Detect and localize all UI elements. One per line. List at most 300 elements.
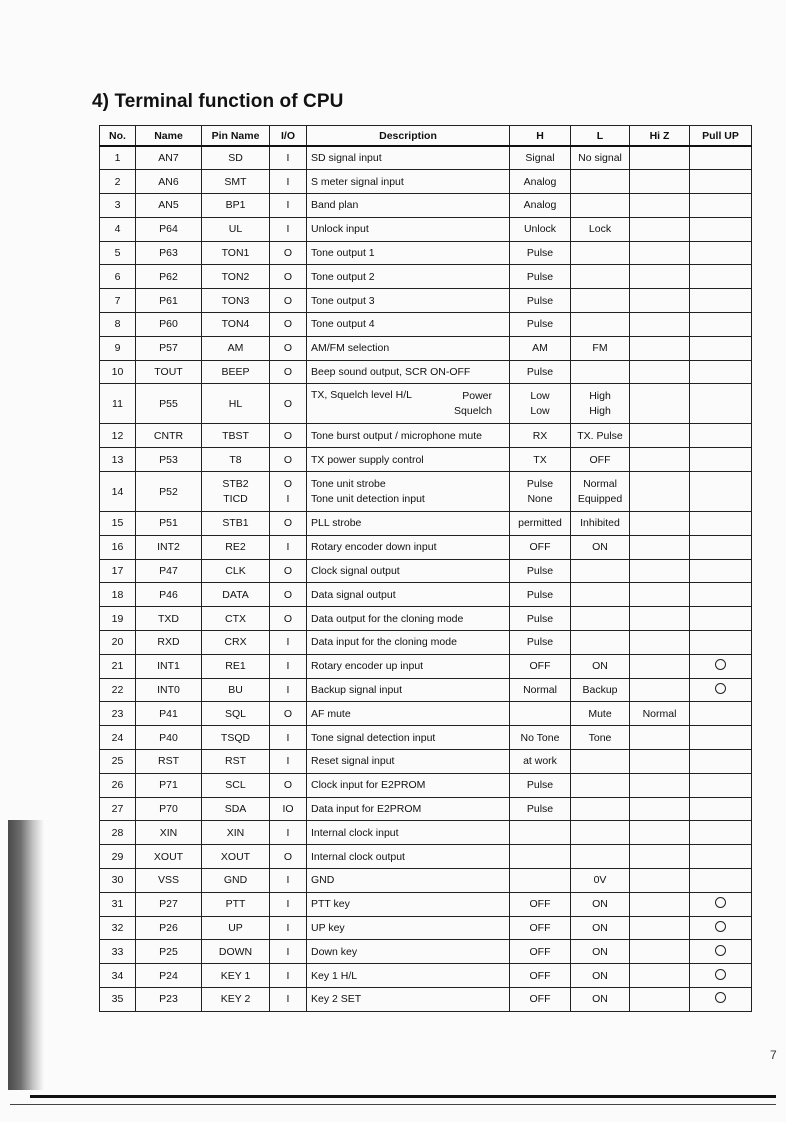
cell-hiz [630, 194, 690, 218]
cell-description-line: Tone unit strobe [311, 477, 386, 490]
cell-name: P46 [136, 583, 202, 607]
cell-no: 24 [100, 726, 136, 750]
cell-l: Tone [571, 726, 630, 750]
cell-pull-up [690, 424, 752, 448]
cell-l [571, 241, 630, 265]
cell-pull-up [690, 797, 752, 821]
cell-h: OFF [510, 916, 571, 940]
cell-no: 3 [100, 194, 136, 218]
cell-io: I [270, 940, 307, 964]
cell-l-line: High [589, 389, 611, 402]
col-header-l: L [571, 126, 630, 147]
cell-no: 17 [100, 559, 136, 583]
table-row [100, 424, 752, 448]
cell-l [571, 583, 630, 607]
cell-io: I [270, 821, 307, 845]
cell-pull-up [690, 773, 752, 797]
cell-hiz [630, 583, 690, 607]
cell-pull-up [690, 472, 752, 512]
cell-pin-name [202, 472, 270, 512]
cell-l: OFF [571, 448, 630, 472]
cell-hiz [630, 940, 690, 964]
cell-no: 4 [100, 217, 136, 241]
cell-l [571, 607, 630, 631]
cell-description: Unlock input [307, 217, 510, 241]
cell-l-line: Normal [583, 477, 617, 490]
cell-h [510, 869, 571, 893]
table-row [100, 448, 752, 472]
cell-no: 34 [100, 964, 136, 988]
cell-pin-name: TON2 [202, 265, 270, 289]
cell-description: PLL strobe [307, 512, 510, 536]
cell-name: XIN [136, 821, 202, 845]
cell-name: P71 [136, 773, 202, 797]
cell-hiz [630, 607, 690, 631]
cell-l: ON [571, 654, 630, 678]
cell-pin-name: CLK [202, 559, 270, 583]
cell-hiz [630, 988, 690, 1012]
cell-pin-name: DOWN [202, 940, 270, 964]
cell-pin-name: SCL [202, 773, 270, 797]
cell-hiz [630, 869, 690, 893]
cell-no: 25 [100, 750, 136, 774]
cell-h: TX [510, 448, 571, 472]
table-row [100, 821, 752, 845]
cell-pull-up [690, 654, 752, 678]
cell-hiz [630, 241, 690, 265]
cell-no: 15 [100, 512, 136, 536]
cell-l [571, 631, 630, 655]
table-row [100, 336, 752, 360]
cell-name: P47 [136, 559, 202, 583]
cell-l [571, 360, 630, 384]
col-header-hiz: Hi Z [630, 126, 690, 147]
cell-description: Beep sound output, SCR ON-OFF [307, 360, 510, 384]
cell-hiz [630, 217, 690, 241]
cell-description: Rotary encoder up input [307, 654, 510, 678]
cell-hiz [630, 845, 690, 869]
cell-description-sub-line: Squelch [454, 404, 492, 417]
cell-h [510, 472, 571, 512]
cell-name: TXD [136, 607, 202, 631]
cell-pin-name: STB1 [202, 512, 270, 536]
cell-h: Pulse [510, 797, 571, 821]
cell-l [571, 845, 630, 869]
cell-description: Reset signal input [307, 750, 510, 774]
col-header-no: No. [100, 126, 136, 147]
cell-name: XOUT [136, 845, 202, 869]
cell-io: O [270, 241, 307, 265]
cell-h: OFF [510, 654, 571, 678]
cell-description: Data signal output [307, 583, 510, 607]
cell-no: 26 [100, 773, 136, 797]
cell-l [571, 265, 630, 289]
cell-pull-up [690, 607, 752, 631]
cell-hiz [630, 265, 690, 289]
cell-description: Internal clock output [307, 845, 510, 869]
cell-pin-name: TSQD [202, 726, 270, 750]
cell-no: 2 [100, 170, 136, 194]
table-row [100, 988, 752, 1012]
cell-description: Tone burst output / microphone mute [307, 424, 510, 448]
cell-l: Lock [571, 217, 630, 241]
cell-l [571, 750, 630, 774]
cell-pin-name: DATA [202, 583, 270, 607]
cell-description: Data input for E2PROM [307, 797, 510, 821]
page-title: 4) Terminal function of CPU [92, 91, 344, 112]
table-row [100, 678, 752, 702]
cell-no: 13 [100, 448, 136, 472]
cell-no: 29 [100, 845, 136, 869]
table-row [100, 964, 752, 988]
cell-h: Pulse [510, 607, 571, 631]
cell-io: O [270, 702, 307, 726]
pull-up-circle-icon [715, 969, 726, 980]
cell-io: I [270, 726, 307, 750]
cell-l [571, 773, 630, 797]
cell-l: ON [571, 892, 630, 916]
cell-name: P40 [136, 726, 202, 750]
cell-no: 8 [100, 313, 136, 337]
cell-h: Normal [510, 678, 571, 702]
cell-pin-name: HL [202, 384, 270, 424]
cell-description: UP key [307, 916, 510, 940]
cell-io: I [270, 750, 307, 774]
table-row [100, 265, 752, 289]
cell-hiz [630, 313, 690, 337]
cell-no: 28 [100, 821, 136, 845]
cell-h-line: Pulse [526, 477, 554, 490]
cell-description: PTT key [307, 892, 510, 916]
cell-h [510, 821, 571, 845]
cell-h: RX [510, 424, 571, 448]
table-row [100, 654, 752, 678]
cell-no: 20 [100, 631, 136, 655]
cell-io: IO [270, 797, 307, 821]
cell-h: permitted [510, 512, 571, 536]
cell-pull-up [690, 559, 752, 583]
cell-l: Backup [571, 678, 630, 702]
table-row [100, 241, 752, 265]
cell-name: P52 [136, 472, 202, 512]
cell-h-line: None [527, 492, 553, 505]
cell-no: 33 [100, 940, 136, 964]
cell-l [571, 289, 630, 313]
cell-hiz [630, 336, 690, 360]
cell-no: 32 [100, 916, 136, 940]
cell-no: 7 [100, 289, 136, 313]
cell-description: GND [307, 869, 510, 893]
cell-l [571, 797, 630, 821]
cell-pin-name: TON3 [202, 289, 270, 313]
cell-no: 30 [100, 869, 136, 893]
cell-h: Pulse [510, 360, 571, 384]
cell-pin-name: TON4 [202, 313, 270, 337]
cell-h: OFF [510, 535, 571, 559]
cell-hiz [630, 678, 690, 702]
table-row [100, 702, 752, 726]
cell-no: 21 [100, 654, 136, 678]
cell-pin-name: AM [202, 336, 270, 360]
cell-hiz [630, 289, 690, 313]
cell-h [510, 702, 571, 726]
cell-io: I [270, 678, 307, 702]
cell-l [571, 194, 630, 218]
cell-name: P53 [136, 448, 202, 472]
cell-h [510, 845, 571, 869]
table-row [100, 313, 752, 337]
cell-name: P24 [136, 964, 202, 988]
cell-io-line: I [286, 492, 290, 505]
cell-h: Unlock [510, 217, 571, 241]
table-row [100, 583, 752, 607]
cell-io-line: O [283, 477, 293, 490]
cell-l: Mute [571, 702, 630, 726]
cell-description: Band plan [307, 194, 510, 218]
cell-pin-name: BP1 [202, 194, 270, 218]
cell-no: 14 [100, 472, 136, 512]
cell-pin-name: SMT [202, 170, 270, 194]
cell-pull-up [690, 360, 752, 384]
cell-no: 23 [100, 702, 136, 726]
cell-pull-up [690, 631, 752, 655]
cell-name: P23 [136, 988, 202, 1012]
cell-h: Pulse [510, 313, 571, 337]
pull-up-circle-icon [715, 897, 726, 908]
cell-pull-up [690, 217, 752, 241]
pull-up-circle-icon [715, 921, 726, 932]
cell-name: P57 [136, 336, 202, 360]
cell-h: OFF [510, 988, 571, 1012]
cell-description: Internal clock input [307, 821, 510, 845]
cell-pin-name-line: STB2 [222, 477, 249, 490]
cell-pin-name: SQL [202, 702, 270, 726]
cell-io: O [270, 559, 307, 583]
cell-name: CNTR [136, 424, 202, 448]
cell-hiz [630, 821, 690, 845]
cell-no: 5 [100, 241, 136, 265]
cell-hiz [630, 512, 690, 536]
cell-pin-name: UL [202, 217, 270, 241]
cell-hiz [630, 448, 690, 472]
cell-io: I [270, 217, 307, 241]
cell-l: Inhibited [571, 512, 630, 536]
cell-h: Pulse [510, 631, 571, 655]
cell-h: AM [510, 336, 571, 360]
cell-l [571, 559, 630, 583]
cell-pull-up [690, 821, 752, 845]
cell-h [510, 384, 571, 424]
cell-description: AM/FM selection [307, 336, 510, 360]
cell-l: ON [571, 535, 630, 559]
cell-pull-up [690, 940, 752, 964]
table-row [100, 607, 752, 631]
cell-l [571, 313, 630, 337]
cell-pull-up [690, 916, 752, 940]
cell-description: S meter signal input [307, 170, 510, 194]
cell-io: O [270, 289, 307, 313]
cell-io: O [270, 360, 307, 384]
cell-no: 12 [100, 424, 136, 448]
cell-pull-up [690, 535, 752, 559]
cell-description: TX power supply control [307, 448, 510, 472]
cell-name: P55 [136, 384, 202, 424]
cell-io: I [270, 535, 307, 559]
cell-pin-name: BEEP [202, 360, 270, 384]
table-row [100, 384, 752, 424]
cell-no: 1 [100, 146, 136, 170]
cell-hiz [630, 892, 690, 916]
cell-io: I [270, 964, 307, 988]
table-row [100, 892, 752, 916]
cell-pull-up [690, 194, 752, 218]
cell-io: I [270, 892, 307, 916]
cell-name: RST [136, 750, 202, 774]
cell-io: I [270, 631, 307, 655]
table-body [100, 146, 752, 1011]
cell-pin-name: GND [202, 869, 270, 893]
cell-io: O [270, 607, 307, 631]
cell-hiz [630, 773, 690, 797]
cell-no: 18 [100, 583, 136, 607]
cell-io: I [270, 654, 307, 678]
cell-l: FM [571, 336, 630, 360]
cell-io: O [270, 424, 307, 448]
cell-pull-up [690, 845, 752, 869]
cell-hiz [630, 654, 690, 678]
cell-no: 27 [100, 797, 136, 821]
cell-io: O [270, 265, 307, 289]
cell-pin-name: BU [202, 678, 270, 702]
cell-pull-up [690, 892, 752, 916]
cell-io: O [270, 448, 307, 472]
cell-description-sub [454, 389, 506, 419]
cell-name: P64 [136, 217, 202, 241]
cell-description: Tone signal detection input [307, 726, 510, 750]
cell-pin-name: RE1 [202, 654, 270, 678]
cell-hiz [630, 559, 690, 583]
footer-rule [30, 1095, 776, 1098]
table-row [100, 170, 752, 194]
cell-h-line: Low [530, 389, 550, 402]
cell-name: P61 [136, 289, 202, 313]
cell-pin-name: KEY 2 [202, 988, 270, 1012]
cell-description: Tone output 3 [307, 289, 510, 313]
cell-h: OFF [510, 964, 571, 988]
cell-hiz [630, 750, 690, 774]
table-row [100, 750, 752, 774]
cell-hiz [630, 726, 690, 750]
cell-pull-up [690, 146, 752, 170]
cell-pin-name: T8 [202, 448, 270, 472]
col-header-pin-name: Pin Name [202, 126, 270, 147]
cell-h: Analog [510, 194, 571, 218]
cell-description: Tone output 2 [307, 265, 510, 289]
cell-h: Analog [510, 170, 571, 194]
cell-pull-up [690, 964, 752, 988]
cell-description-main: TX, Squelch level H/L [311, 388, 412, 401]
cell-description-sub-line: Power [462, 389, 492, 402]
cell-h: Pulse [510, 289, 571, 313]
col-header-h: H [510, 126, 571, 147]
cell-pull-up [690, 988, 752, 1012]
table-row [100, 512, 752, 536]
cell-name: P70 [136, 797, 202, 821]
cell-name: P63 [136, 241, 202, 265]
table-row [100, 217, 752, 241]
cell-hiz [630, 631, 690, 655]
cell-description-line: Tone unit detection input [311, 492, 425, 505]
cell-h: at work [510, 750, 571, 774]
cell-no: 19 [100, 607, 136, 631]
cell-name: P26 [136, 916, 202, 940]
cell-description: Backup signal input [307, 678, 510, 702]
cell-h-line: Low [530, 404, 550, 417]
table-row [100, 472, 752, 512]
cell-name: AN6 [136, 170, 202, 194]
cell-description: Key 2 SET [307, 988, 510, 1012]
cell-h: Pulse [510, 241, 571, 265]
cell-pin-name: RE2 [202, 535, 270, 559]
cell-io: O [270, 773, 307, 797]
pull-up-circle-icon [715, 992, 726, 1003]
col-header-name: Name [136, 126, 202, 147]
cell-pin-name: CRX [202, 631, 270, 655]
col-header-io: I/O [270, 126, 307, 147]
cell-pull-up [690, 583, 752, 607]
cell-description [307, 472, 510, 512]
cell-name: VSS [136, 869, 202, 893]
cell-pull-up [690, 678, 752, 702]
cell-pull-up [690, 313, 752, 337]
cell-name: AN5 [136, 194, 202, 218]
pull-up-circle-icon [715, 683, 726, 694]
cell-pull-up [690, 448, 752, 472]
cell-pin-name: CTX [202, 607, 270, 631]
cell-hiz [630, 360, 690, 384]
table-row [100, 631, 752, 655]
cell-io: I [270, 988, 307, 1012]
cell-no: 31 [100, 892, 136, 916]
cell-hiz: Normal [630, 702, 690, 726]
table-row [100, 360, 752, 384]
cell-l: ON [571, 964, 630, 988]
cell-h: Signal [510, 146, 571, 170]
table-row [100, 916, 752, 940]
cell-hiz [630, 797, 690, 821]
cell-name: P51 [136, 512, 202, 536]
cell-pull-up [690, 241, 752, 265]
cell-io: I [270, 916, 307, 940]
cell-name: TOUT [136, 360, 202, 384]
cell-h: No Tone [510, 726, 571, 750]
cell-io: I [270, 194, 307, 218]
cell-h: OFF [510, 940, 571, 964]
cell-no: 22 [100, 678, 136, 702]
cell-io: O [270, 336, 307, 360]
cell-description: Down key [307, 940, 510, 964]
cell-pin-name: KEY 1 [202, 964, 270, 988]
cell-no: 35 [100, 988, 136, 1012]
page-mark: 7 [770, 1048, 777, 1062]
cell-pin-name: RST [202, 750, 270, 774]
cell-pull-up [690, 336, 752, 360]
cell-pin-name: PTT [202, 892, 270, 916]
cell-l: TX. Pulse [571, 424, 630, 448]
scan-artifact [8, 820, 44, 1090]
cell-pin-name: UP [202, 916, 270, 940]
cell-name: P62 [136, 265, 202, 289]
